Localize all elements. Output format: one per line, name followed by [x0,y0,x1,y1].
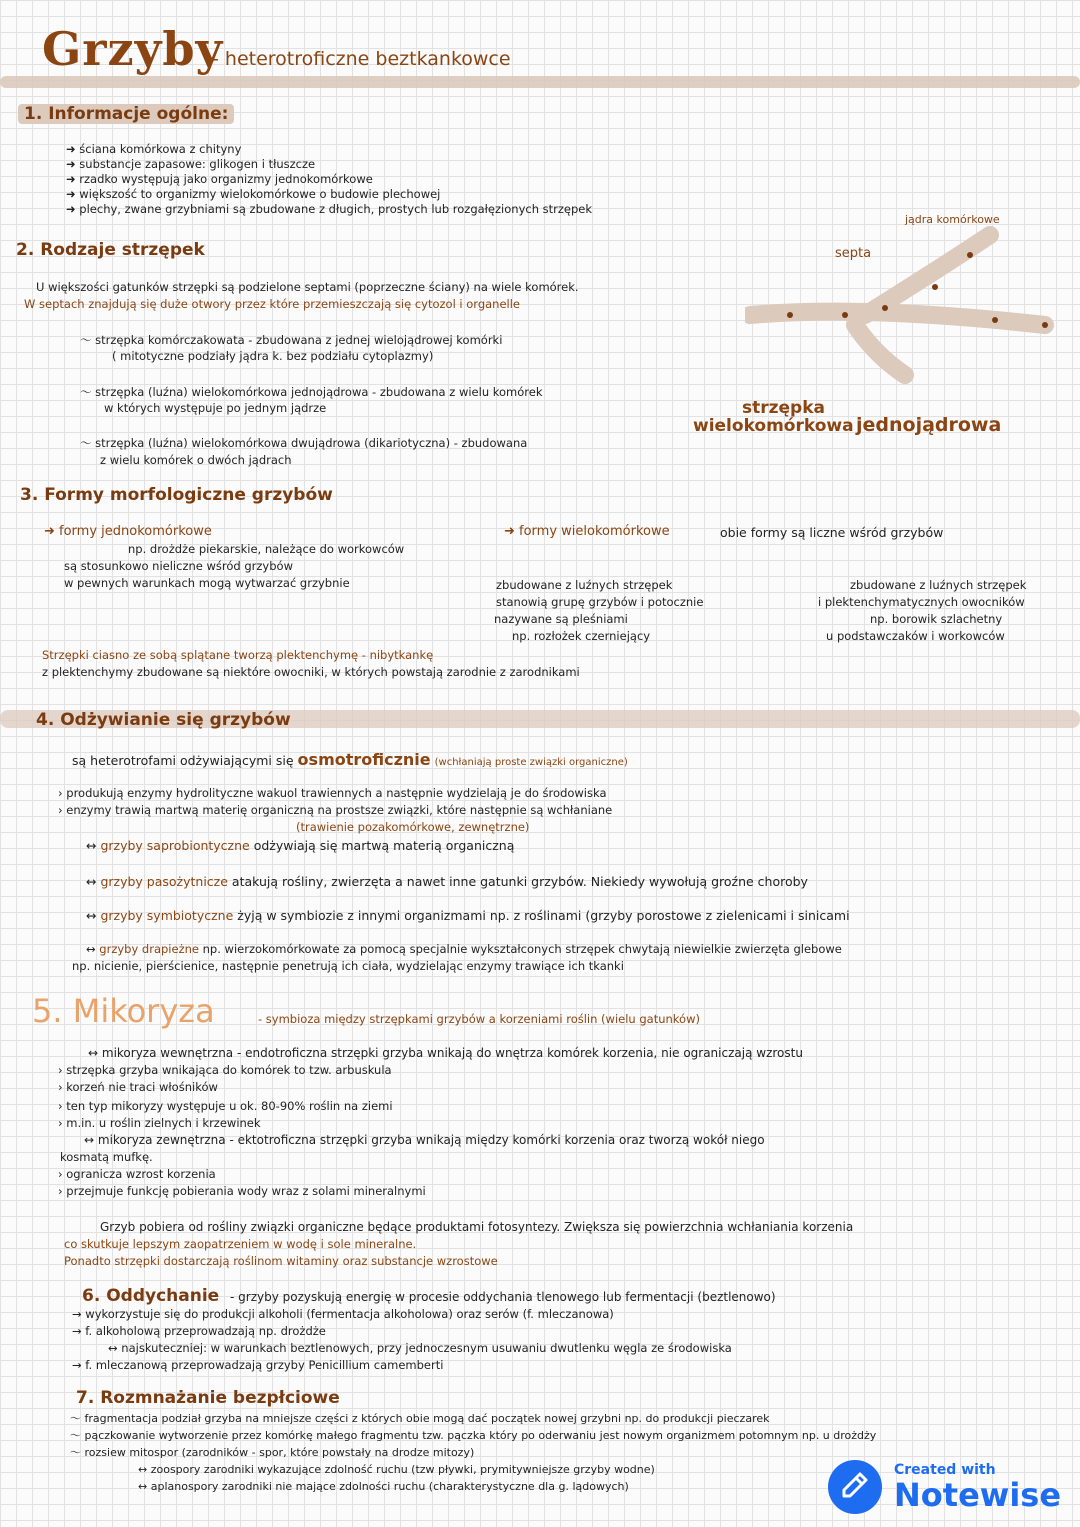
wave-icon: 〜 [80,333,96,347]
hypha-type-2-note: w których występuje po jednym jądrze [104,401,327,415]
diagram-label-nuclei: jądra komórkowe [905,213,1000,226]
diagram-caption-3: jednojądrowa [856,414,1002,436]
title-highlight-band [0,76,1080,88]
respiration-line-3: → f. alkoholową przeprowadzają np. drożdże [72,1324,326,1338]
endo-item-4: › m.in. u roślin zielnych i krzewinek [58,1116,261,1130]
mycorrhiza-definition: - symbioza między strzępkami grzybów a korzeniami roślin (wielu gatunków) [258,1012,700,1026]
diagram-label-septa: septa [835,246,872,261]
endomycorrhiza-line: ↔ mikoryza wewnętrzna - endotroficzna strzępki grzyba wnikają do wnętrza komórek korzenia, nie ograniczają wzrostu [88,1046,803,1060]
list-item: ➜ ściana komórkowa z chityny [66,142,242,156]
section-6-heading: 6. Oddychanie [82,1286,220,1306]
ectomycorrhiza-line: ↔ mikoryza zewnętrzna - ektotroficzna strzępki grzyba wnikają między komórki korzenia oraz tworzą wokół niego [84,1133,765,1147]
reproduction-line-1: 〜 fragmentacja podział grzyba na mniejsze części z których obie mogą dać początek nowej grzybni np. do produkcji pieczarek [70,1412,770,1425]
arrow-icon: ➜ [504,524,520,539]
wave-icon: 〜 [70,1412,85,1425]
arrow-icon: ➜ [66,157,80,171]
diagram-caption-1: strzępka [742,398,825,418]
plectenchyma-note-1: Strzępki ciasno ze sobą splątane tworzą plektenchymę - nibytkankę [42,648,434,662]
section-1-heading: 1. Informacje ogólne: [18,104,234,124]
section-7-heading: 7. Rozmnażanie bezpłciowe [76,1388,340,1408]
notewise-logo [828,1458,1068,1520]
hypha-type-1: 〜 strzępka komórczakowata - zbudowana z jednej wielojądrowej komórki [80,333,503,347]
arrow-icon: → [72,1324,86,1338]
unicellular-note-3: w pewnych warunkach mogą wytwarzać grzybnie [64,576,350,590]
mold-note-4: np. rozłożek czerniejący [512,629,651,643]
hypha-type-1-note: ( mitotyczne podziały jądra k. bez podziału cytoplazmy) [112,349,434,363]
unicellular-note-1: np. drożdże piekarskie, należące do workowców [128,542,405,556]
nutrition-line-3: (trawienie pozakomórkowe, zewnętrzne) [296,820,530,834]
section-1-list [66,142,592,217]
bullet-icon: › [58,1184,67,1198]
bullet-icon: › [58,1063,67,1077]
unicellular-note-2: są stosunkowo nieliczne wśród grzybów [64,559,293,573]
wave-icon: 〜 [70,1446,85,1459]
fruitbody-note-3: np. borowik szlachetny [870,612,1003,626]
nutrition-line-1: › produkują enzymy hydrolityczne wakuol trawiennych a następnie wydzielają je do środowiska [58,786,607,800]
mycorrhiza-summary-1: Grzyb pobiera od rośliny związki organiczne będące produktami fotosyntezy. Zwiększa się powierzchnia wchłaniania korzenia [100,1220,854,1234]
arrow-icon: ↔ [108,1341,122,1355]
symbionts: ↔ grzyby symbiotyczne żyją w symbiozie z innymi organizmami np. z roślinami (grzyby porostowe z zielenicami i sinicami [86,908,850,923]
page-title: Grzyby [42,22,224,76]
arrow-icon: ↔ [84,1133,98,1147]
reproduction-line-2: 〜 pączkowanie wytworzenie przez komórkę małego fragmentu tzw. pączka który po oderwaniu jest nowym organizmem potomnym np. u drożdży [70,1429,877,1442]
wave-icon: 〜 [70,1429,85,1442]
section-2-heading: 2. Rodzaje strzępek [16,240,205,260]
bullet-icon: › [58,1080,67,1094]
saprobionts: ↔ grzyby saprobiontyczne odżywiają się martwą materią organiczną [86,838,515,853]
section-5-heading: 5. Mikoryza [32,992,215,1030]
fruitbody-note-4: u podstawczaków i workowców [826,629,1005,643]
arrow-icon: ↔ [138,1463,151,1476]
ecto-cont: kosmatą mufkę. [60,1150,153,1164]
page-subtitle: - heterotroficzne beztkankowce [212,48,511,70]
arrow-icon: ↔ [86,908,101,923]
fruitbody-note-1: zbudowane z luźnych strzępek [850,578,1027,592]
arrow-icon: ➜ [66,172,80,186]
pencil-icon [828,1460,882,1514]
plectenchyma-note-2: z plektenchymy zbudowane są niektóre owocniki, w których powstają zarodnie z zarodnikami [42,665,580,679]
section-3-heading: 3. Formy morfologiczne grzybów [20,485,333,505]
hypha-type-3-note: z wielu komórek o dwóch jądrach [100,453,292,467]
multicellular-forms-note: obie formy są liczne wśród grzybów [720,525,944,540]
respiration-line-4: ↔ najskuteczniej: w warunkach beztlenowych, przy jednoczesnym usuwaniu dwutlenku węgla ze środowiska [108,1341,732,1355]
wave-icon: 〜 [80,385,96,399]
section-2-intro-1: U większości gatunków strzępki są podzielone septami (poprzeczne ściany) na wiele komórek. [36,280,579,294]
bullet-icon: › [58,1116,67,1130]
list-item: ➜ substancje zapasowe: glikogen i tłuszcze [66,157,316,171]
ecto-item-1: › ogranicza wzrost korzenia [58,1167,216,1181]
arrow-icon: → [72,1307,86,1321]
arrow-icon: → [72,1358,86,1372]
respiration-line-1: - grzyby pozyskują energię w procesie oddychania tlenowego lub fermentacji (beztlenowo) [230,1290,776,1304]
reproduction-line-3: 〜 rozsiew mitospor (zarodników - spor, które powstały na drodze mitozy) [70,1446,475,1459]
bullet-icon: › [58,1167,67,1181]
list-item: ➜ większość to organizmy wielokomórkowe o budowie plechowej [66,187,441,201]
nutrition-line-2: › enzymy trawią martwą materię organiczną na prostsze związki, które następnie są wchłaniane [58,803,613,817]
respiration-line-5: → f. mleczanową przeprowadzają grzyby Penicillium camemberti [72,1358,444,1372]
respiration-line-2: → wykorzystuje się do produkcji alkoholi (fermentacja alkoholowa) oraz serów (f. mleczanowa) [72,1307,614,1321]
fruitbody-note-2: i plektenchymatycznych owocników [818,595,1025,609]
list-item: ➜ plechy, zwane grzybniami są zbudowane z długich, prostych lub rozgałęzionych strzępek [66,202,593,216]
arrow-icon: ➜ [66,142,80,156]
predators: ↔ grzyby drapieżne np. wierzokomórkowate za pomocą specjalnie wykształconych strzępek chwytają niewielkie zwierzęta glebowe [86,942,842,956]
multicellular-forms-title: ➜ formy wielokomórkowe [504,524,670,539]
bullet-icon: › [58,1099,67,1113]
endo-item-2: › korzeń nie traci włośników [58,1080,218,1094]
reproduction-line-4: ↔ zoospory zarodniki wykazujące zdolność ruchu (tzw pływki, prymitywniejsze grzyby wodne) [138,1463,655,1476]
arrow-icon: ↔ [138,1480,151,1493]
arrow-icon: ➜ [66,187,80,201]
mold-note-1: zbudowane z luźnych strzępek [496,578,673,592]
hypha-diagram [745,205,1065,385]
diagram-caption-2: wielokomórkowa [693,416,854,436]
arrow-icon: ➜ [44,524,60,539]
mycorrhiza-summary-3: Ponadto strzępki dostarczają roślinom witaminy oraz substancje wzrostowe [64,1254,498,1268]
hypha-type-3: 〜 strzępka (luźna) wielokomórkowa dwujądrowa (dikariotyczna) - zbudowana [80,436,528,450]
hypha-type-2: 〜 strzępka (luźna) wielokomórkowa jednojądrowa - zbudowana z wielu komórek [80,385,543,399]
arrow-icon: ➜ [66,202,80,216]
arrow-icon: › [58,803,67,817]
predators-cont: np. nicienie, pierścienice, następnie penetrują ich ciała, wydzielając enzymy trawiące ich tkanki [72,959,624,973]
endo-item-1: › strzępka grzyba wnikająca do komórek to tzw. arbuskula [58,1063,392,1077]
logo-name: Notewise [894,1476,1062,1514]
reproduction-line-5: ↔ aplanospory zarodniki nie mające zdolności ruchu (charakterystyczne dla g. lądowych) [138,1480,629,1493]
section-4-heading: 4. Odżywianie się grzybów [36,710,291,730]
section-2-intro-2: W septach znajdują się duże otwory przez które przemieszczają się cytozol i organelle [24,297,521,311]
nutrition-intro: są heterotrofami odżywiającymi się osmotroficznie (wchłaniają proste związki organiczne) [72,750,628,769]
arrow-icon: › [58,786,67,800]
mold-note-3: nazywane są pleśniami [494,612,628,626]
arrow-icon: ↔ [88,1046,102,1060]
list-item: ➜ rzadko występują jako organizmy jednokomórkowe [66,172,373,186]
wave-icon: 〜 [80,436,96,450]
unicellular-forms-title: ➜ formy jednokomórkowe [44,524,212,539]
arrow-icon: ↔ [86,942,100,956]
ecto-item-2: › przejmuje funkcję pobierania wody wraz z solami mineralnymi [58,1184,426,1198]
parasites: ↔ grzyby pasożytnicze atakują rośliny, zwierzęta a nawet inne gatunki grzybów. Niekiedy wywołują groźne choroby [86,874,808,889]
mycorrhiza-summary-2: co skutkuje lepszym zaopatrzeniem w wodę i sole mineralne. [64,1237,417,1251]
logo-caption: Created with [894,1462,996,1478]
arrow-icon: ↔ [86,838,101,853]
endo-item-3: › ten typ mikoryzy występuje u ok. 80-90% roślin na ziemi [58,1099,393,1113]
arrow-icon: ↔ [86,874,101,889]
mold-note-2: stanowią grupę grzybów i potocznie [496,595,704,609]
